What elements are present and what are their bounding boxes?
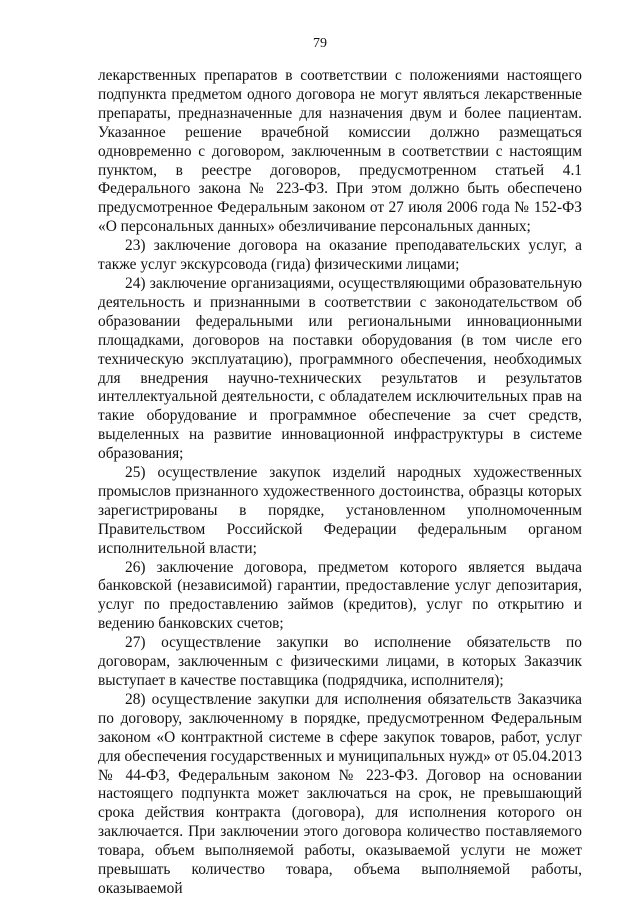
list-item-26: 26) заключение договора, предметом которого является выдача банковской (независимой) гарантии, предоставление услуг депозитария, услуг по предоставлению займов (кредитов), услуг по открытию и ведению банковских счетов; (98, 558, 582, 633)
list-item-27: 27) осуществление закупки во исполнение обязательств по договорам, заключенным с физическими лицами, в которых Заказчик выступает в качестве поставщика (подрядчика, исполнителя); (98, 634, 582, 689)
list-item-23: 23) заключение договора на оказание преподавательских услуг, а также услуг экскурсовода (гида) физическими лицами; (98, 237, 582, 274)
list-item-28: 28) осуществление закупки для исполнения обязательств Заказчика по договору, заключенному в порядке, предусмотренном Федеральным законом «О контрактной системе в сфере закупок товаров, работ, услуг для обеспечения государственных и муниципальных нужд» от 05.04.2013 № 44-ФЗ, Федеральным законом № 223-ФЗ. Договор на основании настоящего подпункта может заключаться на срок, не превышающий срока действия контракта (договора), для исполнения которого он заключается. При заключении этого договора количество поставляемого товара, объем выполняемой работы, оказываемой услуги не может превышать количество товара, объема выполняемой работы, оказываемой (98, 690, 582, 897)
list-item-24: 24) заключение организациями, осуществляющими образовательную деятельность и признанными в соответствии с законодательством об образовании федеральными или региональными инновационными площадками, договоров на поставки оборудования (в том числе его техническую эксплуатацию), программного обеспечения, необходимых для внедрения научно-технических результатов и результатов интеллектуальной деятельности, с обладателем исключительных прав на такие оборудование и программное обеспечение за счет средств, выделенных на развитие инновационной инфраструктуры в системе образования; (98, 274, 582, 463)
list-item-25: 25) осуществление закупок изделий народных художественных промыслов признанного художественного достоинства, образцы которых зарегистрированы в порядке, установленном уполномоченным Правительством Российской Федерации федеральным органом исполнительной власти; (98, 464, 582, 557)
document-body (98, 67, 582, 899)
page-number: 79 (313, 36, 327, 51)
paragraph-continuation: лекарственных препаратов в соответствии с положениями настоящего подпункта предметом одного договора не могут являться лекарственные препараты, предназначенные для назначения двум и более пациентам. Указанное решение врачебной комиссии должно размещаться одновременно с договором, заключенным в соответствии с настоящим пунктом, в реестре договоров, предусмотренном статьей 4.1 Федерального закона № 223-ФЗ. При этом должно быть обеспечено предусмотренное Федеральным законом от 27 июля 2006 года № 152-ФЗ «О персональных данных» обезличивание персональных данных; (98, 67, 582, 236)
